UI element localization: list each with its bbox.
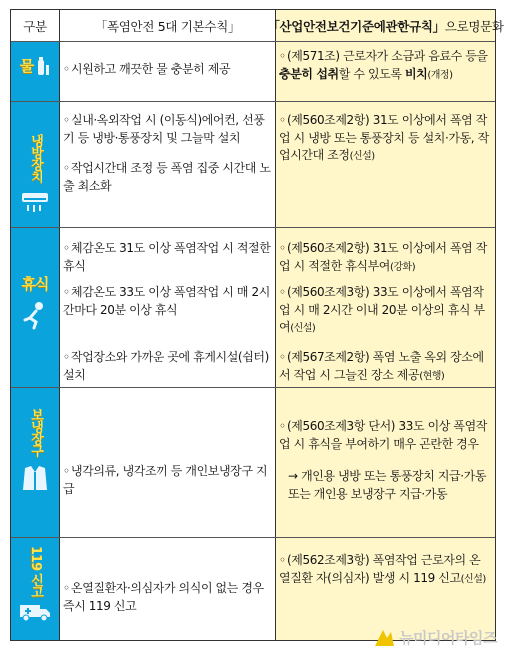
law-cell bbox=[276, 228, 495, 387]
header-law bbox=[267, 10, 504, 41]
law-cell bbox=[276, 388, 495, 537]
law-cell bbox=[276, 102, 495, 227]
category-119 bbox=[11, 538, 59, 640]
rule-item: ◦냉각의류, 냉각조끼 등 개인보냉장구 지급 bbox=[63, 464, 268, 496]
resting-person-icon bbox=[22, 300, 48, 330]
category-cooling-gear bbox=[11, 388, 59, 537]
law-item: ◦(제571조) 근로자가 소금과 음료수 등을 충분히 섭취할 수 있도록 비치(개정) bbox=[279, 49, 488, 81]
header-law-rest: 으로명문화 bbox=[444, 18, 504, 34]
air-conditioner-icon bbox=[20, 190, 50, 214]
rule-item: ◦작업장소와 가까운 곳에 휴게시설(쉼터) 설치 bbox=[63, 350, 269, 382]
watermark-logo bbox=[373, 627, 497, 648]
category-label: 휴식 bbox=[21, 275, 49, 293]
rule-item: ◦체감온도 31도 이상 폭염작업 시 적절한 휴식 bbox=[63, 241, 271, 273]
header-law-bold: 「산업안전보건기준에관한규칙」 bbox=[267, 18, 445, 34]
rule-item: ◦실내·옥외작업 시 (이동식)에어컨, 선풍기 등 냉방·통풍장치 및 그늘막 설치 bbox=[63, 113, 265, 145]
law-item: ◦(제560조제2항) 31도 이상에서 폭염 작업 시 적절한 휴식부여(강화) bbox=[279, 241, 487, 273]
header-category: 구분 bbox=[23, 18, 47, 34]
rules-cell bbox=[60, 538, 275, 640]
category-label: 냉방장치 bbox=[28, 134, 43, 182]
law-item: ◦(제560조제2항) 31도 이상에서 폭염 작업 시 냉방 또는 통풍장치 등 설치·가동, 작업시간대 조정(신설) bbox=[279, 113, 489, 162]
category-label: 보냉장구 bbox=[28, 408, 43, 456]
law-item: ◦(제562조제3항) 폭염작업 근로자의 온열질환 자(의심자) 발생 시 119 신고(신설) bbox=[279, 553, 486, 585]
rules-cell bbox=[60, 228, 275, 387]
cooling-vest-icon bbox=[20, 464, 50, 492]
law-item: ◦(제560조제3항) 33도 이상에서 폭염작업 시 매 2시간 이내 20분 이상의 휴식 부여(신설) bbox=[279, 285, 485, 334]
header-rules: 「폭염안전 5대 기본수칙」 bbox=[94, 18, 241, 34]
category-rest bbox=[11, 228, 59, 387]
rules-cell bbox=[60, 42, 275, 101]
rule-item: ◦시원하고 깨끗한 물 충분히 제공 bbox=[63, 62, 231, 76]
category-label: 119 신고 bbox=[28, 546, 43, 598]
heat-safety-table bbox=[10, 9, 504, 641]
rule-item: ◦온열질환자·의심자가 의식이 없는 경우 즉시 119 신고 bbox=[63, 581, 264, 613]
rule-item: ◦체감온도 33도 이상 폭염작업 시 매 2시간마다 20분 이상 휴식 bbox=[63, 285, 270, 317]
category-water bbox=[11, 42, 59, 101]
rules-cell bbox=[60, 102, 275, 227]
logo-text: 뉴미디어타임즈 bbox=[399, 629, 497, 647]
logo-mark-icon bbox=[373, 629, 395, 647]
law-cell bbox=[276, 538, 495, 640]
rules-cell bbox=[60, 388, 275, 537]
rule-item: ◦작업시간대 조정 등 폭염 집중 시간대 노출 최소화 bbox=[63, 161, 271, 193]
law-cell bbox=[276, 42, 495, 101]
category-label: 물 bbox=[19, 57, 34, 75]
law-item: ◦(제560조제3항 단서) 33도 이상 폭염작업 시 휴식을 부여하기 매우 곤란한 경우 bbox=[279, 419, 487, 451]
category-cooling bbox=[11, 102, 59, 227]
law-item: → 개인용 냉방 또는 통풍장치 지급·가동 또는 개인용 보냉장구 지급·가동 bbox=[288, 469, 487, 501]
water-bottle-icon bbox=[36, 56, 50, 76]
law-item: ◦(제567조제2항) 폭염 노출 옥외 장소에서 작업 시 그늘진 장소 제공(현행) bbox=[279, 350, 484, 382]
ambulance-icon bbox=[19, 602, 51, 622]
